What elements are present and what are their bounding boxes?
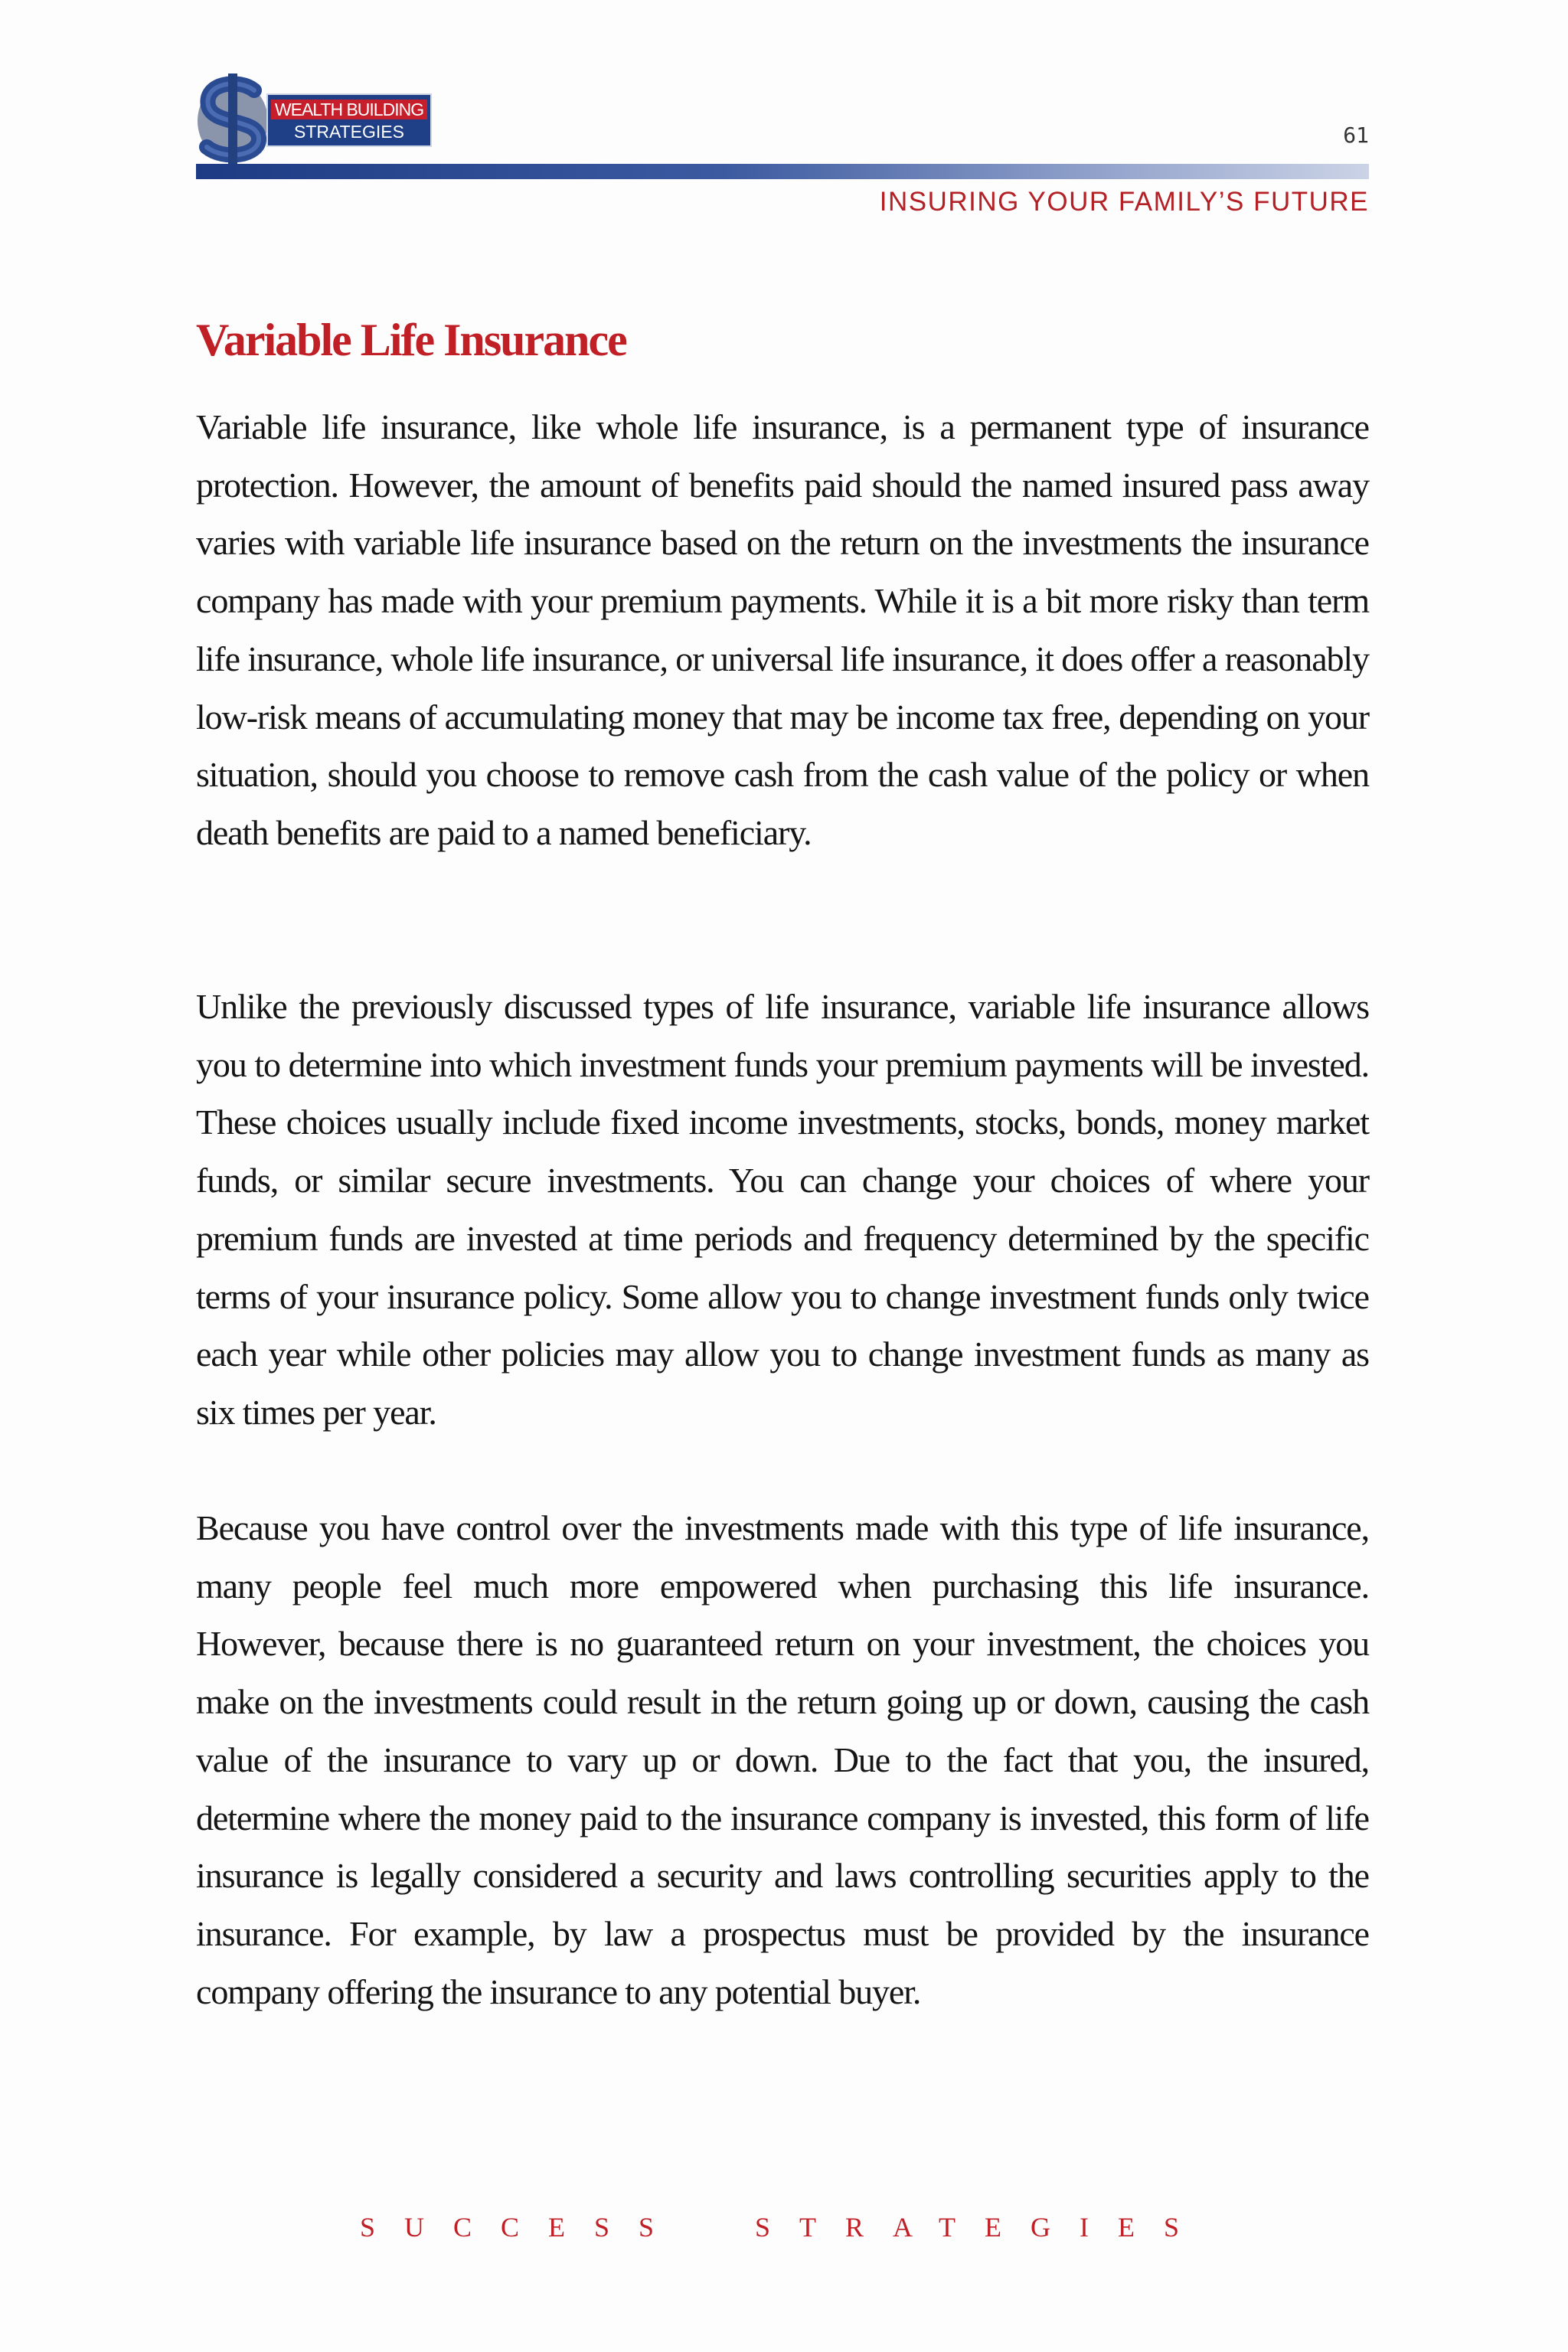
body-paragraph: Because you have control over the investments made with this type of life insurance, many people feel much more empowered when purchasing this life insurance. However, because there is no guaranteed return on your investment, the choices you make on the investments could result in the return going up or down, causing the cash value of the insurance to vary up or down. Due to the fact that you, the insured, determine where the money paid to the insurance company is invested, this form of life insurance is legally considered a security and laws controlling securities apply to the insurance. For example, by law a prospectus must be provided by the insurance company offering the insurance to any potential buyer. <box>196 1508 1369 2011</box>
body-paragraph: Variable life insurance, like whole life insurance, is a permanent type of insurance protection. However, the amount of benefits paid should the named insured pass away varies with variable life insurance based on the return on the investments the insurance company has made with your premium payments. While it is a bit more risky than term life insurance, whole life insurance, or universal life insurance, it does offer a reasonably low-risk means of accumulating money that may be income tax free, depending on your situation, should you choose to remove cash from the cash value of the policy or when death benefits are paid to a named beneficiary. <box>196 407 1369 852</box>
header-rule <box>196 164 1369 179</box>
footer-title: SUCCESS STRATEGIES <box>359 2212 1209 2243</box>
logo-wordmark <box>266 93 432 147</box>
page-number: 61 <box>1343 122 1369 148</box>
wealth-building-strategies-logo <box>193 70 423 167</box>
running-head: INSURING YOUR FAMILY’S FUTURE <box>879 187 1369 217</box>
body-paragraph: Unlike the previously discussed types of life insurance, variable life insurance allows you to determine into which investment funds your premium payments will be invested. These choices usually include fixed income investments, stocks, bonds, money market funds, or similar secure investments. You can change your choices of where your premium funds are invested at time periods and frequency determined by the specific terms of your insurance policy. Some allow you to change investment funds only twice each year while other policies may allow you to change investment funds as many as six times per year. <box>196 987 1369 1432</box>
logo-line-1: WEALTH BUILDING <box>271 100 427 119</box>
section-title: Variable Life Insurance <box>196 315 626 365</box>
logo-line-2: STRATEGIES <box>294 122 404 142</box>
